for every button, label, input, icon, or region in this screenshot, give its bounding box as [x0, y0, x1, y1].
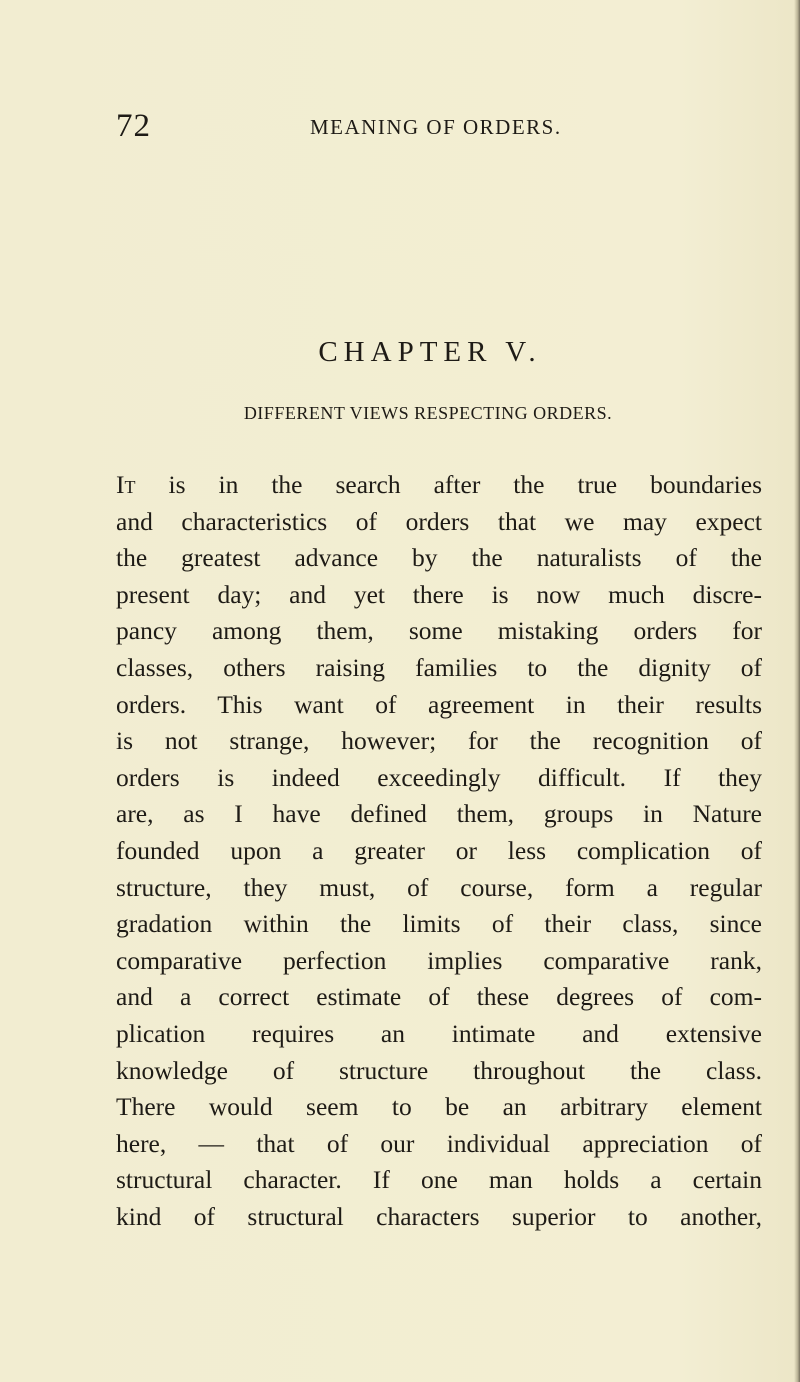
running-head-title: MEANING OF ORDERS. [310, 115, 562, 139]
text-line: There would seem to be an arbitrary element [116, 1092, 762, 1122]
chapter-title: CHAPTER V. [318, 336, 542, 368]
opening-word: It [116, 470, 136, 499]
text-line: and a correct estimate of these degrees of com- [116, 982, 762, 1012]
text-line: plication requires an intimate and extensive [116, 1018, 762, 1048]
text-line: structure, they must, of course, form a regular [116, 872, 762, 902]
text-line: orders is indeed exceedingly difficult. If they [116, 762, 762, 792]
chapter-subtitle: DIFFERENT VIEWS RESPECTING ORDERS. [243, 403, 613, 423]
text-line: the greatest advance by the naturalists of the [116, 543, 762, 573]
page-edge-shadow [794, 0, 800, 1382]
text-line: orders. This want of agreement in their results [116, 689, 762, 719]
first-line-rest: is in the search after the true boundaries [135, 470, 762, 499]
text-line: comparative perfection implies comparative rank, [116, 945, 762, 975]
text-line: and characteristics of orders that we may expect [116, 506, 762, 536]
text-line: classes, others raising families to the dignity of [116, 652, 762, 682]
text-line: gradation within the limits of their class, since [116, 909, 762, 939]
text-line: founded upon a greater or less complication of [116, 835, 762, 865]
text-line: are, as I have defined them, groups in Nature [116, 799, 762, 829]
page-number: 72 [116, 108, 151, 144]
text-line: present day; and yet there is now much discre- [116, 579, 762, 609]
text-line-1 [116, 467, 762, 504]
text-line: here, — that of our individual appreciation of [116, 1128, 762, 1158]
text-line: is not strange, however; for the recognition of [116, 726, 762, 756]
body-paragraph [116, 467, 762, 1235]
text-line: pancy among them, some mistaking orders for [116, 616, 762, 646]
text-line: knowledge of structure throughout the class. [116, 1055, 762, 1085]
running-head [0, 108, 800, 148]
text-line: kind of structural characters superior to another, [116, 1201, 762, 1231]
text-line: structural character. If one man holds a certain [116, 1165, 762, 1195]
